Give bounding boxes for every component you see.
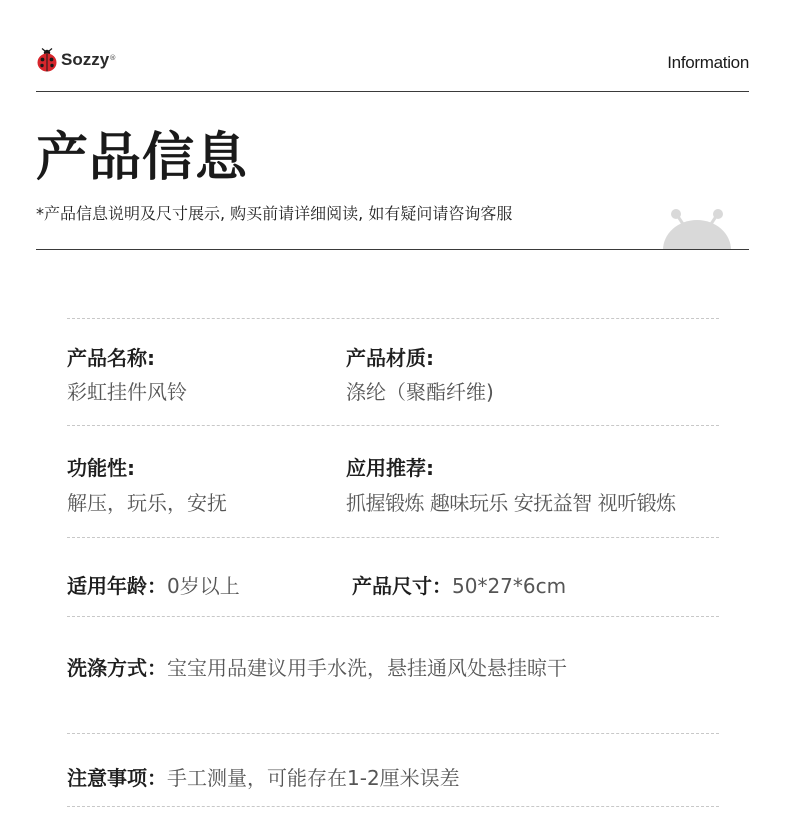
row-divider [67,537,719,538]
ladybug-icon [36,48,58,72]
spec-label-function: 功能性: [67,456,135,480]
spec-note [67,762,460,791]
spec-label-material: 产品材质: [346,346,434,370]
row-divider [67,733,719,734]
spec-label-wash: 洗涤方式： [67,656,167,680]
page-subtitle: *产品信息说明及尺寸展示, 购买前请详细阅读, 如有疑问请咨询客服 [36,204,513,223]
registered-mark: ® [109,54,117,62]
spec-value-function: 解压，玩乐，安抚 [67,491,227,515]
page-title: 产品信息 [36,128,249,188]
header-divider [36,91,749,92]
row-divider [67,425,719,426]
spec-age [67,570,240,599]
spec-value-material: 涤纶（聚酯纤维) [346,380,494,404]
spec-label-note: 注意事项： [67,766,167,790]
spec-value-name: 彩虹挂件风铃 [67,380,187,404]
row-divider [67,318,719,319]
spec-value-usage: 抓握锻炼 趣味玩乐 安抚益智 视听锻炼 [346,491,676,515]
title-divider [36,249,749,250]
bug-mascot-icon [660,205,734,250]
spec-value-wash: 宝宝用品建议用手水洗，悬挂通风处悬挂晾干 [167,656,567,680]
spec-label-size: 产品尺寸： [352,574,452,598]
spec-label-age: 适用年龄： [67,574,167,598]
brand-logo[interactable] [36,48,116,72]
spec-size [352,570,566,599]
spec-value-note: 手工测量，可能存在1-2厘米误差 [167,766,460,790]
spec-value-age: 0岁以上 [167,574,240,598]
spec-wash [67,652,567,681]
spec-label-name: 产品名称: [67,346,155,370]
section-label: Information [667,53,749,72]
row-divider [67,806,719,807]
spec-value-size: 50*27*6cm [452,574,567,598]
brand-name: Sozzy [61,50,110,69]
header [36,48,749,78]
spec-label-usage: 应用推荐: [346,456,434,480]
row-divider [67,616,719,617]
